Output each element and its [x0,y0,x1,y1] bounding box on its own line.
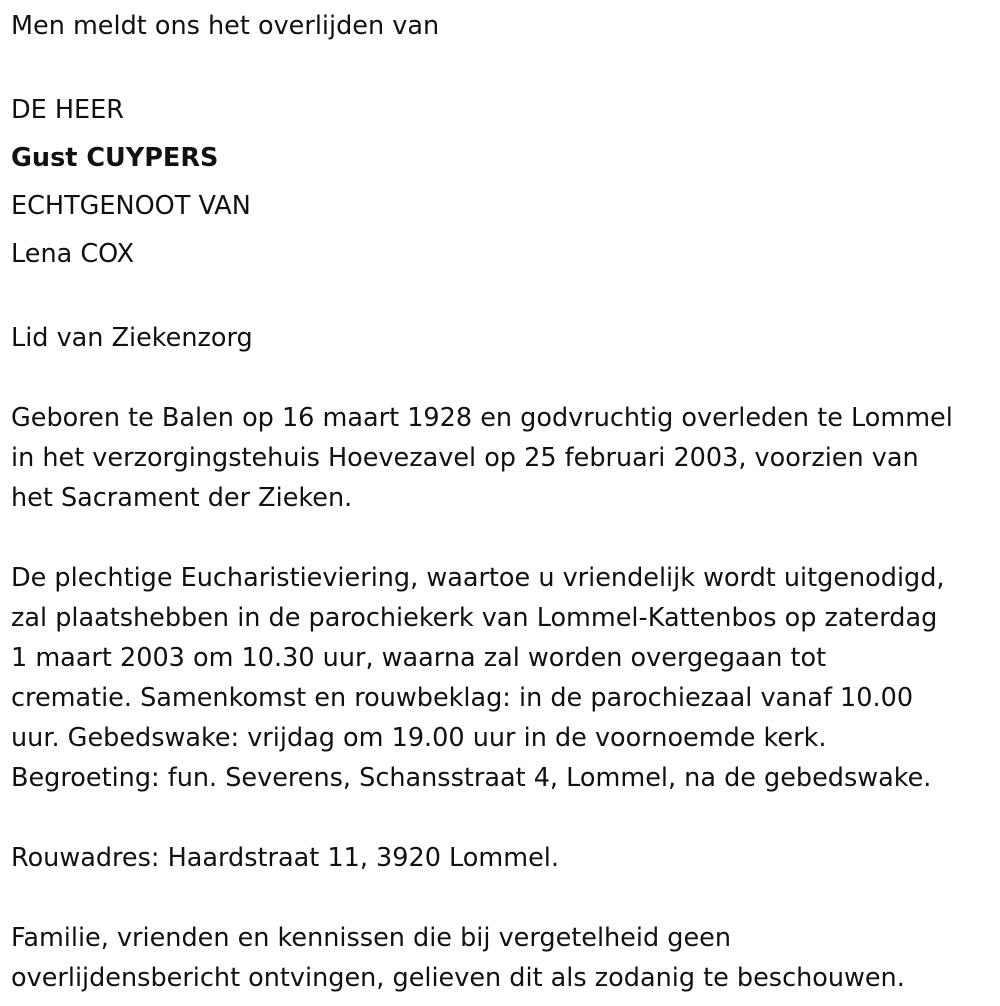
closing-line: overlijdensbericht ontvingen, gelieven dit als zodanig te beschouwen. [11,963,905,993]
ceremony-line: 1 maart 2003 om 10.30 uur, waarna zal worden overgegaan tot [11,643,827,673]
relation-text: ECHTGENOOT VAN [11,191,251,221]
ceremony-line: zal plaatshebben in de parochiekerk van Lommel-Kattenbos op zaterdag [11,603,938,633]
birth-death-line: Geboren te Balen op 16 maart 1928 en godvruchtig overleden te Lommel [11,403,953,433]
membership-text: Lid van Ziekenzorg [11,323,253,353]
closing-line: Familie, vrienden en kennissen die bij vergetelheid geen [11,923,731,953]
mourning-address: Rouwadres: Haardstraat 11, 3920 Lommel. [11,843,559,873]
deceased-name: Gust CUYPERS [11,143,219,173]
deceased-title: DE HEER [11,95,124,125]
ceremony-line: Begroeting: fun. Severens, Schansstraat 4, Lommel, na de gebedswake. [11,763,932,793]
intro-text: Men meldt ons het overlijden van [11,11,440,41]
closing-paragraph [11,918,1000,998]
deceased-block [11,86,1000,278]
ceremony-line: De plechtige Eucharistieviering, waartoe u vriendelijk wordt uitgenodigd, [11,563,945,593]
birth-death-line: het Sacrament der Zieken. [11,483,353,513]
ceremony-paragraph [11,558,1000,798]
spouse-name: Lena COX [11,239,135,269]
birth-death-paragraph [11,398,1000,518]
birth-death-line: in het verzorgingstehuis Hoevezavel op 25 februari 2003, voorzien van [11,443,919,473]
ceremony-line: crematie. Samenkomst en rouwbeklag: in de parochiezaal vanaf 10.00 [11,683,914,713]
ceremony-line: uur. Gebedswake: vrijdag om 19.00 uur in de voornoemde kerk. [11,723,827,753]
